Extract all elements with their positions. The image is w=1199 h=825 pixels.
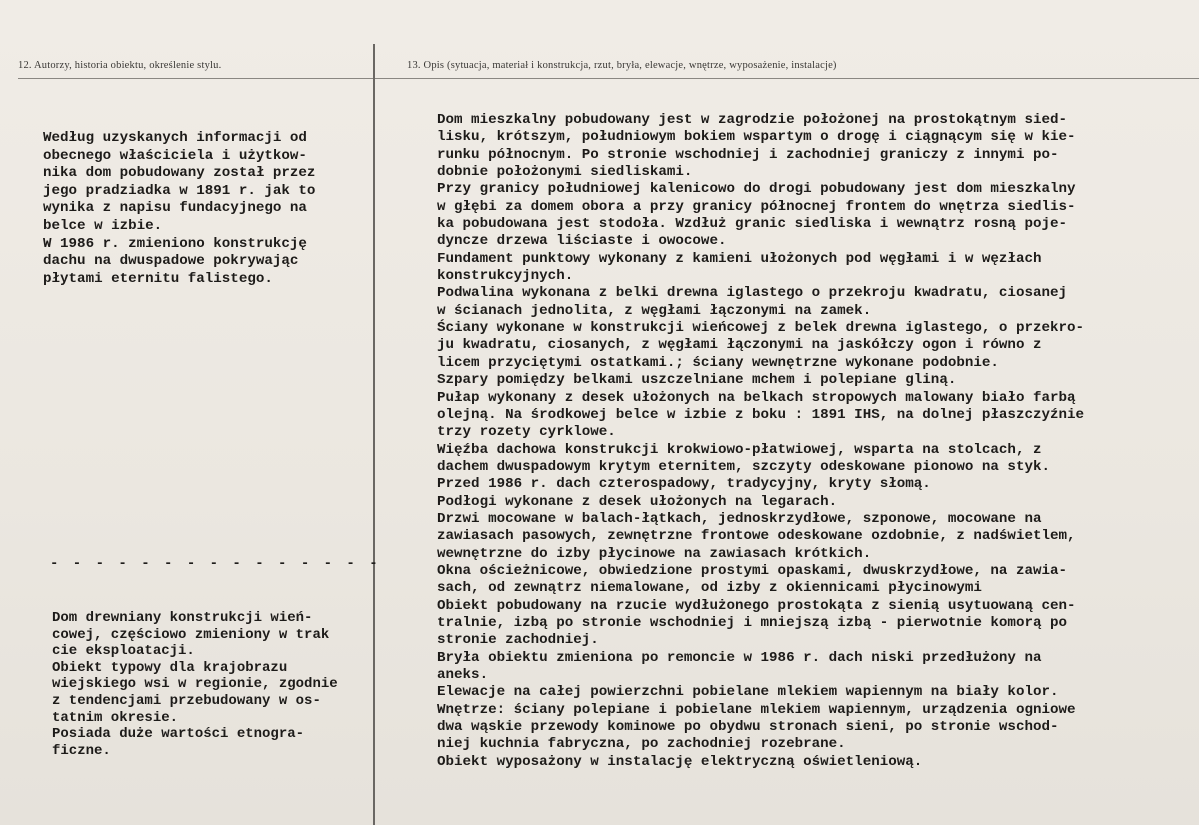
section-13-header: 13. Opis (sytuacja, materiał i konstrukcja, rzut, bryła, elewacje, wnętrze, wyposażenie, instalacje)	[407, 60, 837, 71]
object-description-text: Dom mieszkalny pobudowany jest w zagrodzie położonej na prostokątnym sied- lisku, krótszym, południowym bokiem wspartym o drogę i ciągnącym się w kie- runku północnym. Po stronie wschodniej i zachodniej graniczy z innymi po- dobnie położonymi siedliskami. Przy granicy południowej kalenicowo do drogi pobudowany jest dom mieszkalny w głębi za domem obora a przy granicy północnej frontem do wnętrza siedlis- ka pobudowana jest stodoła. Wzdłuż granic siedliska i wewnątrz rosną poje- dyncze drzewa liściaste i owocowe. Fundament punktowy wykonany z kamieni ułożonych pod węgłami i w węzłach konstrukcyjnych. Podwalina wykonana z belki drewna iglastego o przekroju kwadratu, ciosanej w ścianach jednolita, z węgłami łączonymi na zamek. Ściany wykonane w konstrukcji wieńcowej z belek drewna iglastego, o przekro- ju kwadratu, ciosanych, z węgłami łączonymi na jaskółczy ogon i równo z licem przyciętymi ostatkami.; ściany wewnętrzne wykonane podobnie. Szpary pomiędzy belkami uszczelniane mchem i polepiane gliną. Pułap wykonany z desek ułożonych na belkach stropowych malowany biało farbą olejną. Na środkowej belce w izbie z boku : 1891 IHS, na dolnej płaszczyźnie trzy rozety cyrklowe. Więźba dachowa konstrukcji krokwiowo-płatwiowej, wsparta na stolcach, z dachem dwuspadowym krytym eternitem, szczyty odeskowane pionowo na styk. Przed 1986 r. dach czterospadowy, tradycyjny, kryty słomą. Podłogi wykonane z desek ułożonych na legarach. Drzwi mocowane w balach-łątkach, jednoskrzydłowe, szponowe, mocowane na zawiasach pasowych, zewnętrzne frontowe odeskowane ozdobnie, z nadświetlem, wewnętrzne do izby płycinowe na zawiasach krótkich. Okna ościeżnicowe, obwiedzione prostymi opaskami, dwuskrzydłowe, na zawia- sach, od zewnątrz niemalowane, od izby z okiennicami płycinowymi Obiekt pobudowany na rzucie wydłużonego prostokąta z sienią usytuowaną cen- tralnie, izbą po stronie wschodniej i mniejszą izbą - pierwotnie komorą po stronie zachodniej. Bryła obiektu zmieniona po remoncie w 1986 r. dach niski przedłużony na aneks. Elewacje na całej powierzchni pobielane mlekiem wapiennym na biały kolor. Wnętrze: ściany polepiane i pobielane mlekiem wapiennym, urządzenia ogniowe dwa wąskie przewody kominowe po obydwu stronach sieni, po stronie wschod- niej kuchnia fabryczna, po zachodniej rozebrane. Obiekt wyposażony w instalację elektryczną oświetleniową.	[437, 112, 1085, 770]
column-divider	[373, 44, 375, 825]
history-text: Według uzyskanych informacji od obecnego właściciela i użytkow- nika dom pobudowany został przez jego pradziadka w 1891 r. jak to wynika z napisu fundacyjnego na belce w izbie. W 1986 r. zmieniono konstrukcję dachu na dwuspadowe pokrywając płytami eternitu falistego.	[43, 130, 316, 287]
section-separator: - - - - - - - - - - - - - - -	[50, 556, 381, 572]
section-12-header: 12. Autorzy, historia obiektu, określenie stylu.	[18, 60, 222, 71]
header-rule	[18, 78, 1199, 79]
style-assessment-text: Dom drewniany konstrukcji wień- cowej, częściowo zmieniony w trak cie eksploatacji. Obiekt typowy dla krajobrazu wiejskiego wsi w regionie, zgodnie z tendencjami przebudowany w os- tatnim okresie. Posiada duże wartości etnogra- ficzne.	[52, 610, 338, 759]
